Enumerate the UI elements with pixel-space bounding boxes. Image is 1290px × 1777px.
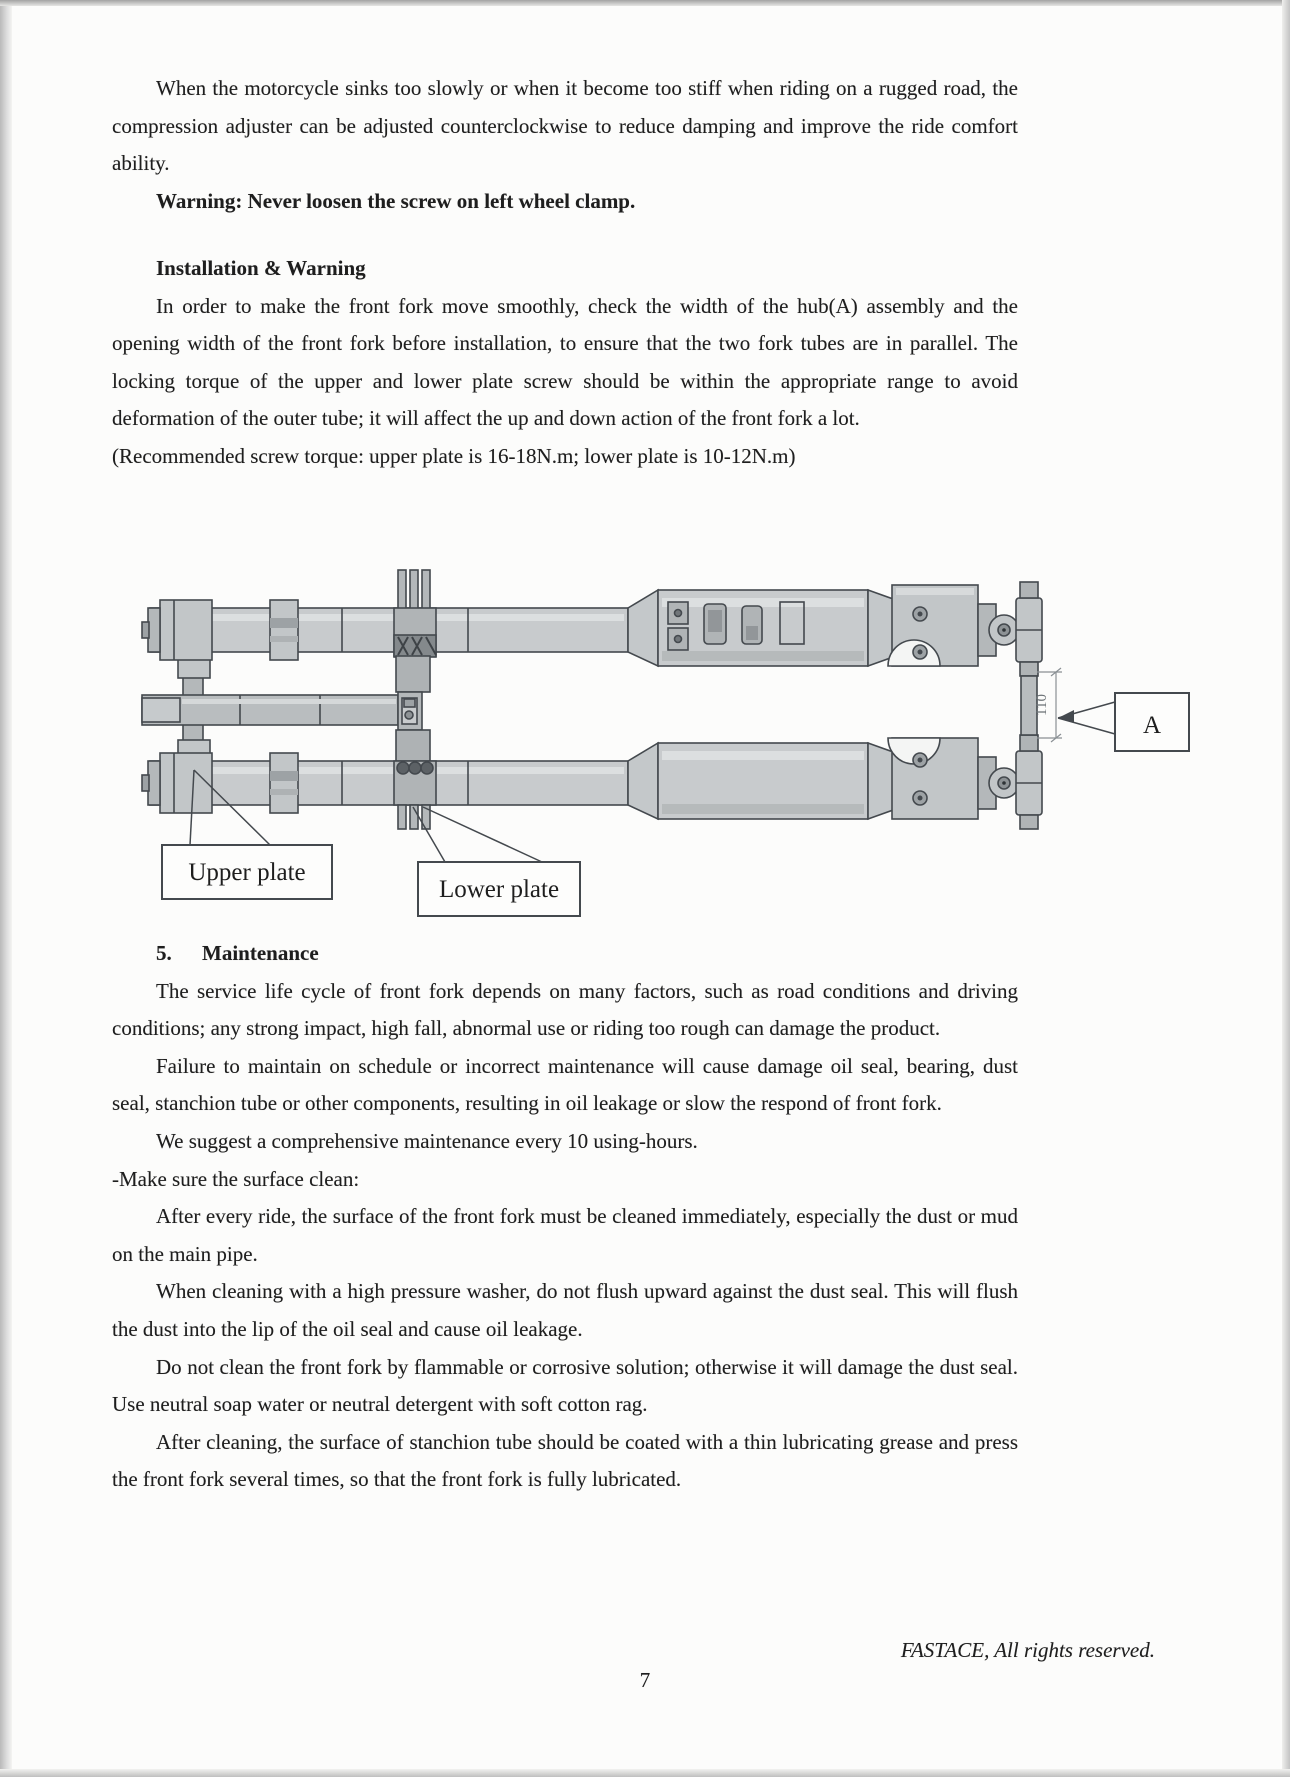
maintenance-number: 5. — [156, 941, 172, 965]
page-edge-bottom — [0, 1769, 1290, 1777]
page-edge-top — [0, 0, 1290, 6]
intro-paragraph: When the motorcycle sinks too slowly or when it become too stiff when riding on a rugged road, the compression adjuster can be adjusted counterclockwise to reduce damping and improve the ride comfort ability. — [112, 76, 1018, 176]
front-fork-diagram — [120, 552, 1200, 932]
maintenance-paragraph: We suggest a comprehensive maintenance every 10 using-hours. — [156, 1128, 698, 1153]
callout-a-text: A — [1142, 712, 1162, 739]
upper-fork-leg — [142, 582, 1042, 676]
maintenance-paragraph: After every ride, the surface of the front fork must be cleaned immediately, especially the dust or mud on the main pipe. — [112, 1204, 1018, 1266]
copyright-notice: FASTACE, All rights reserved. — [900, 1638, 1155, 1662]
installation-section — [112, 250, 1018, 476]
warning-line: Warning: Never loosen the screw on left wheel clamp. — [156, 188, 636, 213]
maintenance-paragraph: When cleaning with a high pressure washer, do not flush upward against the dust seal. This will flush the dust into the lip of the oil seal and cause oil leakage. — [112, 1279, 1018, 1341]
lower-fork-leg — [142, 735, 1042, 829]
dimension-110 — [1034, 668, 1062, 742]
maintenance-paragraph: -Make sure the surface clean: — [112, 1166, 360, 1191]
maintenance-heading-row — [112, 935, 1018, 973]
maintenance-paragraph: Failure to maintain on schedule or incorrect maintenance will cause damage oil seal, bearing, dust seal, stanchion tube or other components, resulting in oil leakage or slow the respond of front fork. — [112, 1053, 1018, 1116]
steering-stem — [142, 695, 398, 725]
dimension-110-text: 110 — [1034, 694, 1050, 716]
callout-a — [1058, 693, 1189, 751]
maintenance-section — [112, 935, 1018, 1499]
maintenance-paragraph: Do not clean the front fork by flammable or corrosive solution; otherwise it will damage the dust seal. Use neutral soap water or neutral detergent with soft cotton rag. — [112, 1354, 1018, 1417]
page-edge-left — [0, 0, 12, 1777]
maintenance-heading: Maintenance — [202, 941, 319, 965]
lower-plate-label-text: Lower plate — [438, 876, 560, 903]
lower-plate — [394, 570, 436, 829]
maintenance-paragraph: After cleaning, the surface of stanchion tube should be coated with a thin lubricating grease and press the front fork several times, so that the front fork is fully lubricated. — [112, 1429, 1018, 1492]
installation-paragraph: In order to make the front fork move smoothly, check the width of the hub(A) assembly and the opening width of the front fork before installation, to ensure that the two fork tubes are in parallel. The locking torque of the upper and lower plate screw should be within the appropriate range to avoid deformation of the outer tube; it will affect the up and down action of the front fork a lot. — [112, 293, 1018, 431]
lower-plate-label — [413, 807, 580, 916]
upper-plate-label-text: Upper plate — [188, 859, 306, 886]
maintenance-paragraph: The service life cycle of front fork depends on many factors, such as road conditions and driving conditions; any strong impact, high fall, abnormal use or riding too rough can damage the product. — [112, 978, 1018, 1041]
page-number: 7 — [639, 1668, 651, 1692]
page-edge-right — [1282, 0, 1290, 1777]
intro-section — [112, 70, 1018, 220]
torque-note: (Recommended screw torque: upper plate is 16-18N.m; lower plate is 10-12N.m) — [112, 443, 796, 468]
installation-heading: Installation & Warning — [156, 256, 366, 280]
